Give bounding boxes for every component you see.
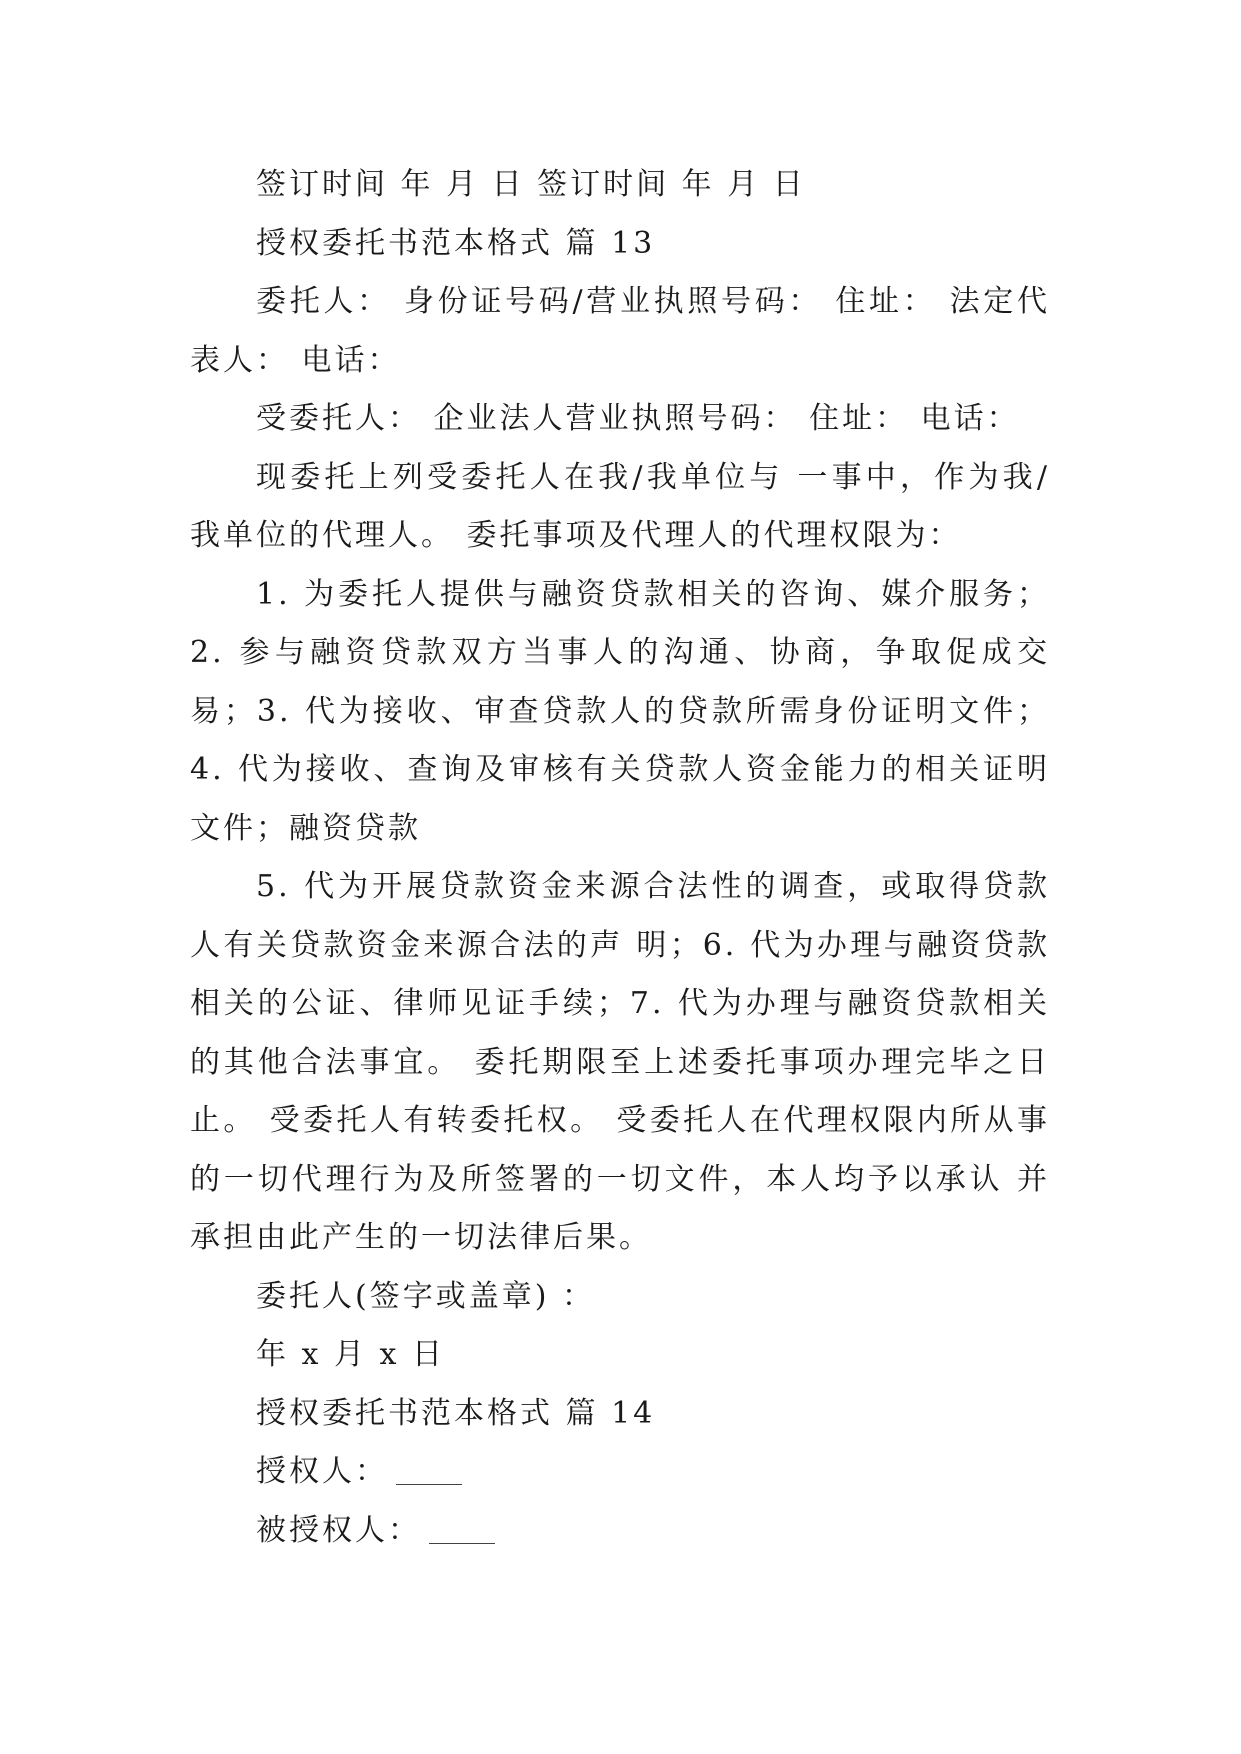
signature-date-line: 年 x 月 x 日 bbox=[256, 1337, 445, 1372]
authority-items-1-4: 1. 为委托人提供与融资贷款相关的咨询、媒介服务； 2. 参与融资贷款双方当事人的沟通、协商，争取促成交易；3. 代为接收、审查贷款人的贷款所需身份证明文件； 4. 代为接收、查询及审核有关贷款人资金能力的相关证明文件；融资贷款 bbox=[190, 576, 1050, 846]
grantor-line bbox=[190, 1443, 1050, 1502]
agent-info: 受委托人： 企业法人营业执照号码： 住址： 电话： bbox=[256, 401, 1020, 436]
principal-signature-line: 委托人(签字或盖章) ： bbox=[256, 1278, 595, 1314]
grantee-blank bbox=[429, 1515, 495, 1544]
authority-items-5-7: 5. 代为开展贷款资金来源合法性的调查，或取得贷款人有关贷款资金来源合法的声 明；6. 代为办理与融资贷款相关的公证、律师见证手续；7. 代为办理与融资贷款相关的其他合法事宜。 委托期限至上述委托事项办理完毕之日止。 受委托人有转委托权。 受委托人在代理权限内所从事的一切代理行为及所签署的一切文件，本人均予以承认 并承担由此产生的一切法律后果。 bbox=[190, 869, 1050, 1255]
grantee-label: 被授权人： bbox=[256, 1512, 421, 1548]
grantor-label: 授权人： bbox=[256, 1454, 388, 1489]
document-body bbox=[190, 156, 1050, 1560]
grantor-blank bbox=[396, 1456, 462, 1485]
grantee-line bbox=[190, 1502, 1050, 1561]
entrustment-statement: 现委托上列受委托人在我/我单位与 一事中，作为我/我单位的代理人。 委托事项及代理人的代理权限为： bbox=[190, 459, 1050, 553]
signing-date-line: 签订时间 年 月 日 签订时间 年 月 日 bbox=[256, 167, 806, 202]
section-heading-13: 授权委托书范本格式 篇 13 bbox=[256, 225, 656, 261]
principal-info: 委托人： 身份证号码/营业执照号码： 住址： 法定代表人： 电话： bbox=[190, 284, 1050, 378]
section-heading-14: 授权委托书范本格式 篇 14 bbox=[256, 1395, 656, 1431]
